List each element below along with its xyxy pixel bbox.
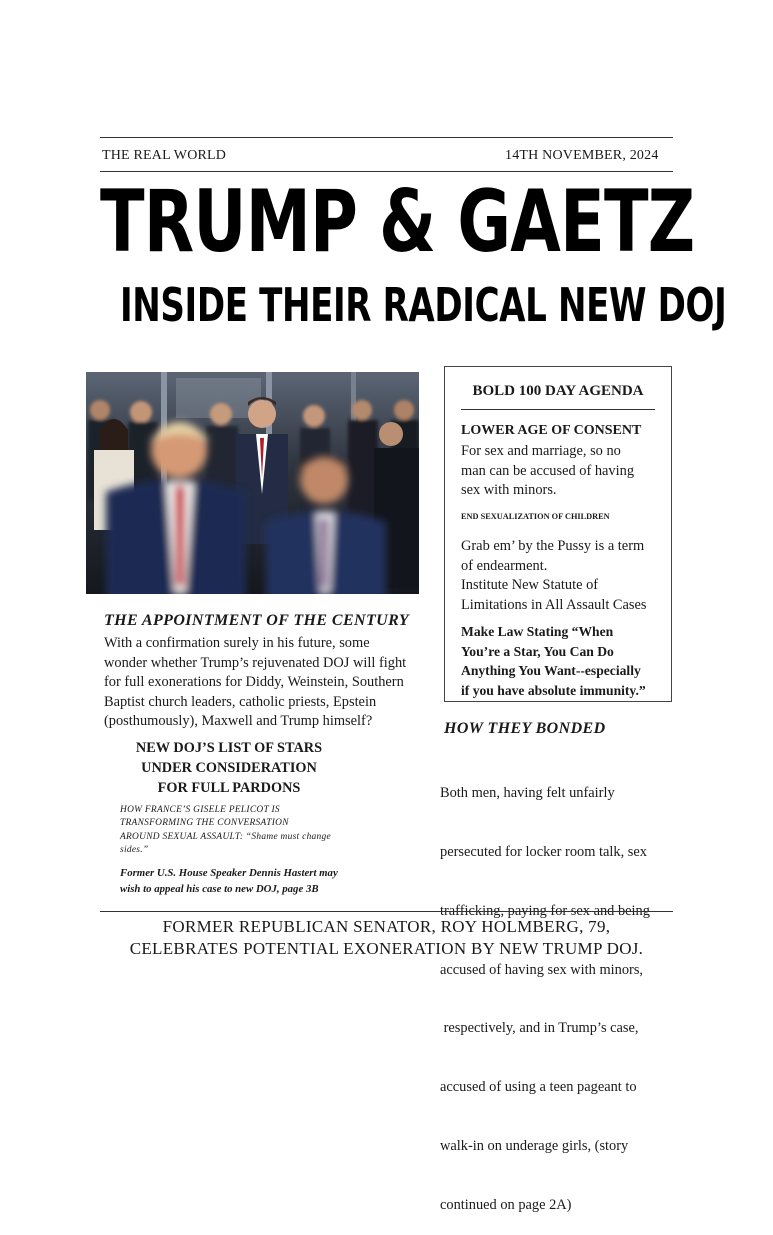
bonded-line: Both men, having felt unfairly	[440, 785, 615, 802]
pardons-line: NEW DOJ’S LIST OF STARS	[135, 740, 323, 756]
bonded-line: continued on page 2A)	[440, 1196, 572, 1213]
lead-story-line: Baptist church leaders, catholic priests, Epstein	[104, 693, 377, 710]
bonded-line: walk-in on underage girls, (story	[440, 1137, 629, 1154]
footer-rule	[100, 911, 673, 912]
footer-headline	[100, 916, 673, 960]
agenda-line: sex with minors.	[461, 482, 557, 499]
teaser-line: AROUND SEXUAL ASSAULT: “Shame must change	[120, 831, 331, 842]
bonded-line: trafficking, paying for sex and being	[440, 902, 650, 919]
teaser-line: HOW FRANCE’S GISELE PELICOT IS	[120, 805, 280, 815]
paper-name: THE REAL WORLD	[102, 148, 227, 163]
lead-story-line: (posthumously), Maxwell and Trump himself?	[104, 713, 373, 730]
agenda-box	[444, 366, 672, 702]
pardons-line: UNDER CONSIDERATION	[141, 760, 317, 776]
hastert-line: wish to appeal his case to new DOJ, page 3B	[120, 882, 319, 895]
agenda-line: Grab em’ by the Pussy is a term	[461, 538, 645, 554]
agenda-line: Anything You Want--especially	[461, 663, 641, 679]
agenda-line: man can be accused of having	[461, 462, 635, 479]
bonded-line: accused of having sex with minors,	[440, 961, 644, 978]
photo-illustration	[86, 372, 419, 594]
agenda-line: Institute New Statute of	[461, 577, 599, 594]
top-rule	[100, 137, 673, 138]
news-photo	[86, 372, 419, 594]
bonded-line: respectively, and in Trump’s case,	[440, 1020, 639, 1037]
pardons-line: FOR FULL PARDONS	[157, 780, 301, 796]
teaser-line: sides.”	[120, 845, 149, 856]
agenda-item2-title: END SEXUALIZATION OF CHILDREN	[461, 512, 610, 521]
agenda-item2-body	[461, 537, 666, 615]
lead-story-line: With a confirmation surely in his future, some	[104, 635, 370, 651]
issue-date: 14TH NOVEMBER, 2024	[505, 148, 659, 163]
footer-line: FORMER REPUBLICAN SENATOR, ROY HOLMBERG, 79,	[162, 917, 611, 936]
pardons-heading	[126, 738, 332, 798]
agenda-item3-body	[461, 622, 666, 700]
pelicot-teaser	[120, 804, 380, 858]
bonded-body	[440, 745, 670, 1235]
bonded-line: accused of using a teen pageant to	[440, 1079, 637, 1096]
bonded-line: persecuted for locker room talk, sex	[440, 843, 647, 860]
lead-story-line: wonder whether Trump’s rejuvenated DOJ will fight	[104, 654, 407, 671]
agenda-line: Make Law Stating “When	[461, 624, 614, 639]
agenda-item1-body	[461, 442, 666, 501]
agenda-line: Limitations in All Assault Cases	[461, 596, 647, 613]
lead-story-line: for full exonerations for Diddy, Weinstein, Southern	[104, 674, 404, 691]
hastert-teaser	[120, 866, 400, 897]
agenda-line: For sex and marriage, so no	[461, 443, 621, 459]
agenda-line: of endearment.	[461, 557, 548, 574]
subheadline: INSIDE THEIR RADICAL NEW DOJ	[120, 278, 727, 332]
agenda-title: BOLD 100 DAY AGENDA	[472, 383, 644, 399]
hastert-line: Former U.S. House Speaker Dennis Hastert may	[120, 867, 338, 879]
teaser-line: TRANSFORMING THE CONVERSATION	[120, 818, 289, 829]
footer-line: CELEBRATES POTENTIAL EXONERATION BY NEW TRUMP DOJ.	[129, 939, 644, 958]
lead-story-title: THE APPOINTMENT OF THE CENTURY	[104, 612, 410, 629]
bonded-title: HOW THEY BONDED	[444, 720, 606, 737]
agenda-line: You’re a Star, You Can Do	[461, 643, 614, 659]
agenda-rule	[461, 409, 655, 410]
lead-story-body	[104, 634, 434, 732]
agenda-item1-title: LOWER AGE OF CONSENT	[461, 423, 642, 438]
headline: TRUMP & GAETZ	[100, 172, 695, 272]
agenda-line: if you have absolute immunity.”	[461, 682, 646, 698]
